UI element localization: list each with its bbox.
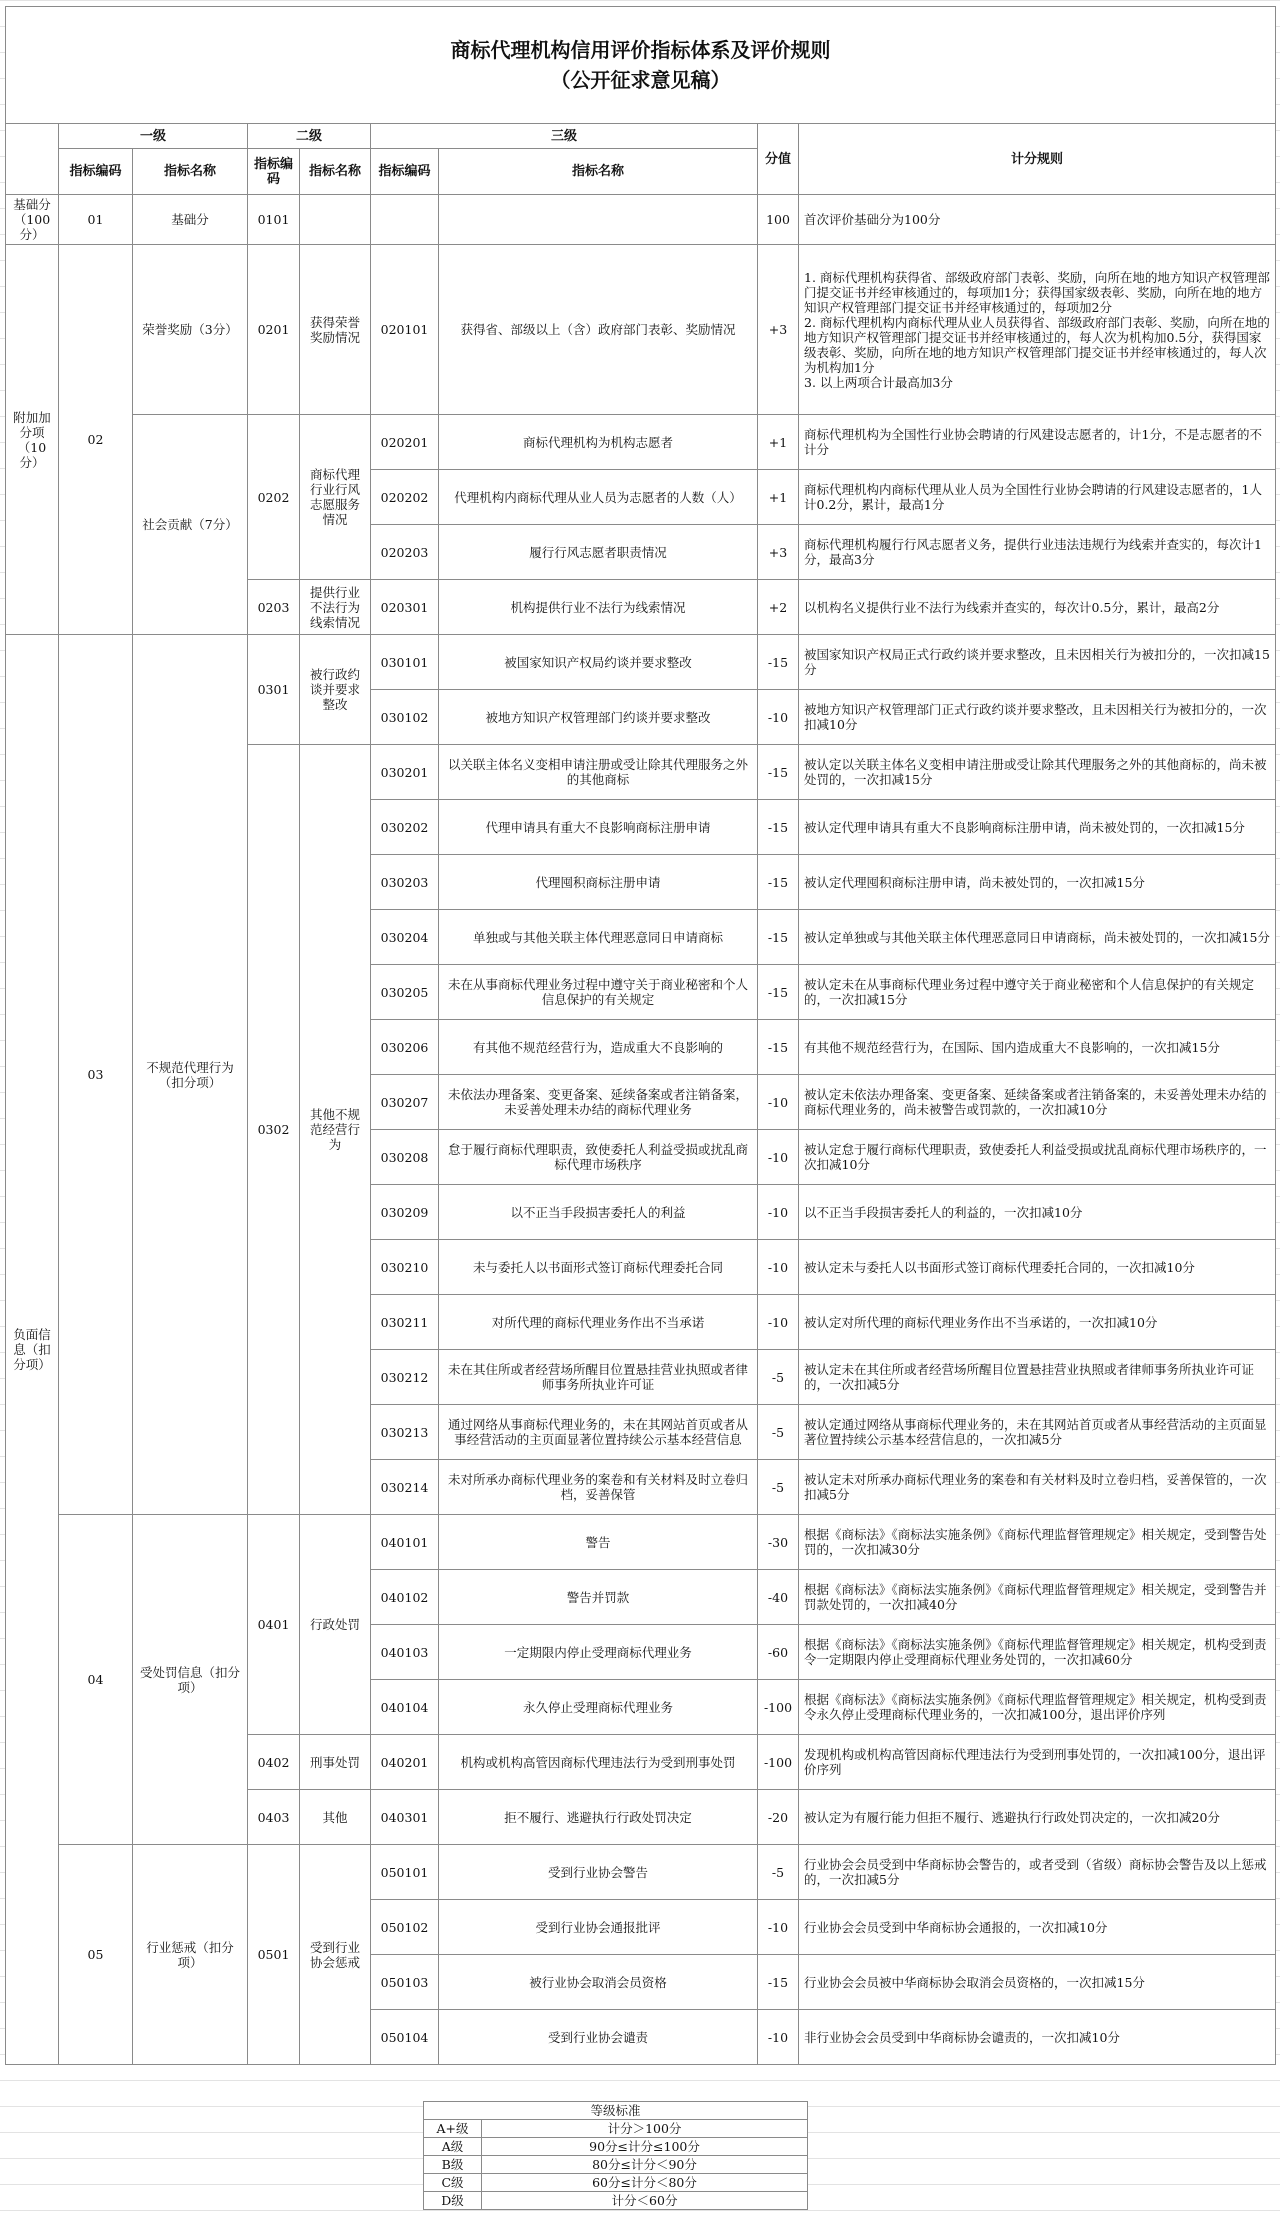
rule-cell: 非行业协会会员受到中华商标协会谴责的，一次扣减10分 — [799, 2010, 1276, 2065]
rule-cell: 发现机构或机构高管因商标代理违法行为受到刑事处罚的，一次扣减100分，退出评价序列 — [799, 1735, 1276, 1790]
l3-code-cell: 020202 — [371, 470, 439, 525]
l2-name-cell: 获得荣誉奖励情况 — [300, 245, 371, 415]
l3-name-cell: 有其他不规范经营行为，造成重大不良影响的 — [439, 1020, 758, 1075]
rule-cell: 被认定单独或与其他关联主体代理恶意同日申请商标，尚未被处罚的，一次扣减15分 — [799, 910, 1276, 965]
score-cell: -15 — [758, 965, 799, 1020]
score-cell: -15 — [758, 800, 799, 855]
title-cell — [6, 7, 1276, 124]
header-l2-name: 指标名称 — [300, 149, 371, 195]
header-rule: 计分规则 — [799, 124, 1276, 195]
grade-level: A+级 — [424, 2120, 482, 2138]
rule-cell: 被认定代理囤积商标注册申请，尚未被处罚的，一次扣减15分 — [799, 855, 1276, 910]
l2-code-cell: 0202 — [248, 415, 300, 580]
score-cell: -100 — [758, 1735, 799, 1790]
table-row — [6, 1515, 1276, 1570]
score-cell: -10 — [758, 1295, 799, 1350]
score-cell: -10 — [758, 1900, 799, 1955]
grade-range: 60分≤计分＜80分 — [482, 2174, 808, 2192]
category-cell: 附加加分项（10分） — [6, 245, 59, 635]
score-cell: -10 — [758, 1130, 799, 1185]
l3-code-cell: 020201 — [371, 415, 439, 470]
rule-cell: 被认定未与委托人以书面形式签订商标代理委托合同的，一次扣减10分 — [799, 1240, 1276, 1295]
score-cell: +2 — [758, 580, 799, 635]
score-cell: -15 — [758, 1020, 799, 1075]
score-cell: 100 — [758, 195, 799, 245]
l3-name-cell: 未依法办理备案、变更备案、延续备案或者注销备案，未妥善处理未办结的商标代理业务 — [439, 1075, 758, 1130]
l3-name-cell: 机构提供行业不法行为线索情况 — [439, 580, 758, 635]
l1-name-cell: 不规范代理行为（扣分项） — [133, 635, 248, 1515]
l3-name-cell: 未与委托人以书面形式签订商标代理委托合同 — [439, 1240, 758, 1295]
l3-name-cell: 永久停止受理商标代理业务 — [439, 1680, 758, 1735]
l2-name-cell: 行政处罚 — [300, 1515, 371, 1735]
score-cell: +1 — [758, 470, 799, 525]
rule-cell: 行业协会会员受到中华商标协会通报的，一次扣减10分 — [799, 1900, 1276, 1955]
l3-name-cell: 被行业协会取消会员资格 — [439, 1955, 758, 2010]
l3-name-cell: 单独或与其他关联主体代理恶意同日申请商标 — [439, 910, 758, 965]
score-cell: +1 — [758, 415, 799, 470]
grade-range: 计分＜60分 — [482, 2192, 808, 2210]
l3-name-cell: 受到行业协会警告 — [439, 1845, 758, 1900]
l2-name-cell: 商标代理行业行风志愿服务情况 — [300, 415, 371, 580]
l2-code-cell: 0101 — [248, 195, 300, 245]
l3-name-cell: 未在从事商标代理业务过程中遵守关于商业秘密和个人信息保护的有关规定 — [439, 965, 758, 1020]
l2-name-cell: 提供行业不法行为线索情况 — [300, 580, 371, 635]
l3-name-cell: 对所代理的商标代理业务作出不当承诺 — [439, 1295, 758, 1350]
score-cell: -15 — [758, 745, 799, 800]
score-cell: -15 — [758, 1955, 799, 2010]
score-cell: -15 — [758, 635, 799, 690]
header-l3-code: 指标编码 — [371, 149, 439, 195]
header-score: 分值 — [758, 124, 799, 195]
grade-level: B级 — [424, 2156, 482, 2174]
score-cell: -10 — [758, 2010, 799, 2065]
l3-code-cell: 050102 — [371, 1900, 439, 1955]
table-row — [6, 245, 1276, 415]
l2-name-cell — [300, 195, 371, 245]
header-l1-name: 指标名称 — [133, 149, 248, 195]
l3-name-cell: 代理囤积商标注册申请 — [439, 855, 758, 910]
score-cell: -100 — [758, 1680, 799, 1735]
l2-code-cell: 0401 — [248, 1515, 300, 1735]
l2-code-cell: 0203 — [248, 580, 300, 635]
rule-cell: 以不正当手段损害委托人的利益的，一次扣减10分 — [799, 1185, 1276, 1240]
l3-code-cell: 030210 — [371, 1240, 439, 1295]
rule-cell: 被认定为有履行能力但拒不履行、逃避执行行政处罚决定的，一次扣减20分 — [799, 1790, 1276, 1845]
l2-code-cell: 0402 — [248, 1735, 300, 1790]
grade-level: C级 — [424, 2174, 482, 2192]
l1-name-cell: 基础分 — [133, 195, 248, 245]
grade-title: 等级标准 — [424, 2102, 808, 2120]
grade-level: D级 — [424, 2192, 482, 2210]
l3-code-cell: 030201 — [371, 745, 439, 800]
l3-name-cell: 被地方知识产权管理部门约谈并要求整改 — [439, 690, 758, 745]
l3-code-cell: 030205 — [371, 965, 439, 1020]
l3-name-cell: 以不正当手段损害委托人的利益 — [439, 1185, 758, 1240]
rule-cell: 被认定通过网络从事商标代理业务的，未在其网站首页或者从事经营活动的主页面显著位置持续公示基本经营信息的，一次扣减5分 — [799, 1405, 1276, 1460]
l1-code-cell: 04 — [59, 1515, 133, 1845]
rule-cell: 被认定怠于履行商标代理职责，致使委托人利益受损或扰乱商标代理市场秩序的，一次扣减10分 — [799, 1130, 1276, 1185]
rule-cell: 商标代理机构为全国性行业协会聘请的行风建设志愿者的，计1分，不是志愿者的不计分 — [799, 415, 1276, 470]
l1-name-cell: 荣誉奖励（3分） — [133, 245, 248, 415]
score-cell: -20 — [758, 1790, 799, 1845]
l3-code-cell: 040104 — [371, 1680, 439, 1735]
l1-code-cell: 01 — [59, 195, 133, 245]
l3-code-cell: 030102 — [371, 690, 439, 745]
l2-code-cell: 0302 — [248, 745, 300, 1515]
score-cell: -10 — [758, 1240, 799, 1295]
grade-row — [424, 2156, 808, 2174]
l1-name-cell: 行业惩戒（扣分项） — [133, 1845, 248, 2065]
table-row — [6, 1845, 1276, 1900]
grade-range: 计分＞100分 — [482, 2120, 808, 2138]
l2-code-cell: 0403 — [248, 1790, 300, 1845]
rule-cell: 行业协会会员受到中华商标协会警告的，或者受到（省级）商标协会警告及以上惩戒的，一次扣减5分 — [799, 1845, 1276, 1900]
l1-name-cell: 社会贡献（7分） — [133, 415, 248, 635]
table-row — [6, 415, 1276, 470]
l3-name-cell — [439, 195, 758, 245]
l3-code-cell: 040201 — [371, 1735, 439, 1790]
rule-cell: 被认定未在其住所或者经营场所醒目位置悬挂营业执照或者律师事务所执业许可证的，一次扣减5分 — [799, 1350, 1276, 1405]
l3-code-cell: 030203 — [371, 855, 439, 910]
score-cell: +3 — [758, 525, 799, 580]
l3-code-cell: 050101 — [371, 1845, 439, 1900]
l2-name-cell: 其他 — [300, 1790, 371, 1845]
l3-name-cell: 一定期限内停止受理商标代理业务 — [439, 1625, 758, 1680]
l3-code-cell: 040102 — [371, 1570, 439, 1625]
l3-code-cell: 030202 — [371, 800, 439, 855]
l3-name-cell: 履行行风志愿者职责情况 — [439, 525, 758, 580]
rule-cell: 以机构名义提供行业不法行为线索并查实的，每次计0.5分，累计，最高2分 — [799, 580, 1276, 635]
rule-cell: 商标代理机构履行行风志愿者义务，提供行业违法违规行为线索并查实的，每次计1分，最高3分 — [799, 525, 1276, 580]
l3-code-cell: 040101 — [371, 1515, 439, 1570]
score-cell: -5 — [758, 1350, 799, 1405]
l3-name-cell: 受到行业协会谴责 — [439, 2010, 758, 2065]
table-row — [6, 635, 1276, 690]
page-title: 商标代理机构信用评价指标体系及评价规则 — [450, 38, 831, 62]
table-row — [6, 195, 1276, 245]
l3-name-cell: 被国家知识产权局约谈并要求整改 — [439, 635, 758, 690]
rule-cell: 根据《商标法》《商标法实施条例》《商标代理监督管理规定》相关规定，机构受到责令一定期限内停止受理商标代理业务处罚的，一次扣减60分 — [799, 1625, 1276, 1680]
rule-cell: 根据《商标法》《商标法实施条例》《商标代理监督管理规定》相关规定，受到警告并罚款处罚的，一次扣减40分 — [799, 1570, 1276, 1625]
l3-name-cell: 机构或机构高管因商标代理违法行为受到刑事处罚 — [439, 1735, 758, 1790]
l1-code-cell: 03 — [59, 635, 133, 1515]
l3-code-cell: 030208 — [371, 1130, 439, 1185]
l3-name-cell: 警告并罚款 — [439, 1570, 758, 1625]
rule-cell: 有其他不规范经营行为，在国际、国内造成重大不良影响的，一次扣减15分 — [799, 1020, 1276, 1075]
rule-cell: 被认定未对所承办商标代理业务的案卷和有关材料及时立卷归档，妥善保管的，一次扣减5分 — [799, 1460, 1276, 1515]
rule-cell: 商标代理机构内商标代理从业人员为全国性行业协会聘请的行风建设志愿者的，1人计0.2分，累计，最高1分 — [799, 470, 1276, 525]
grade-range: 80分≤计分＜90分 — [482, 2156, 808, 2174]
rule-cell: 被地方知识产权管理部门正式行政约谈并要求整改，且未因相关行为被扣分的，一次扣减10分 — [799, 690, 1276, 745]
rule-cell: 被认定对所代理的商标代理业务作出不当承诺的，一次扣减10分 — [799, 1295, 1276, 1350]
header-level2: 二级 — [248, 124, 371, 149]
l3-code-cell: 020203 — [371, 525, 439, 580]
score-cell: -10 — [758, 690, 799, 745]
l3-code-cell: 030209 — [371, 1185, 439, 1240]
l3-code-cell: 050103 — [371, 1955, 439, 2010]
header-l1-code: 指标编码 — [59, 149, 133, 195]
score-cell: -60 — [758, 1625, 799, 1680]
l3-code-cell: 030204 — [371, 910, 439, 965]
header-level3: 三级 — [371, 124, 758, 149]
rule-cell: 1. 商标代理机构获得省、部级政府部门表彰、奖励，向所在地的地方知识产权管理部门提交证书并经审核通过的，每项加1分；获得国家级表彰、奖励，向所在地的地方知识产权管理部门提交证书并经审核通过的，每项加2分 2. 商标代理机构内商标代理从业人员获得省、部级政府部门表彰、奖励，向所在地的地方知识产权管理部门提交证书并经审核通过的，每人次为机构加0.5分，获得国家级表彰、奖励，向所在地的地方知识产权管理部门提交证书并经审核通过的，每人次为机构加1分 3. 以上两项合计最高加3分 — [799, 245, 1276, 415]
header-level1: 一级 — [59, 124, 248, 149]
l3-name-cell: 通过网络从事商标代理业务的，未在其网站首页或者从事经营活动的主页面显著位置持续公示基本经营信息 — [439, 1405, 758, 1460]
grade-range: 90分≤计分≤100分 — [482, 2138, 808, 2156]
l2-name-cell: 刑事处罚 — [300, 1735, 371, 1790]
l1-name-cell: 受处罚信息（扣分项） — [133, 1515, 248, 1845]
l3-name-cell: 以关联主体名义变相申请注册或受让除其代理服务之外的其他商标 — [439, 745, 758, 800]
l3-code-cell: 030206 — [371, 1020, 439, 1075]
l3-code-cell: 030214 — [371, 1460, 439, 1515]
l1-code-cell: 02 — [59, 245, 133, 635]
l3-name-cell: 商标代理机构为机构志愿者 — [439, 415, 758, 470]
score-cell: -10 — [758, 1185, 799, 1240]
l3-code-cell: 030207 — [371, 1075, 439, 1130]
rule-cell: 根据《商标法》《商标法实施条例》《商标代理监督管理规定》相关规定，受到警告处罚的，一次扣减30分 — [799, 1515, 1276, 1570]
l3-code-cell: 030211 — [371, 1295, 439, 1350]
l3-code-cell: 030101 — [371, 635, 439, 690]
l2-name-cell: 其他不规范经营行为 — [300, 745, 371, 1515]
l2-name-cell: 受到行业协会惩戒 — [300, 1845, 371, 2065]
grade-level: A级 — [424, 2138, 482, 2156]
grade-row — [424, 2192, 808, 2210]
rule-cell: 被认定以关联主体名义变相申请注册或受让除其代理服务之外的其他商标的，尚未被处罚的，一次扣减15分 — [799, 745, 1276, 800]
l3-code-cell: 020301 — [371, 580, 439, 635]
l3-code-cell: 050104 — [371, 2010, 439, 2065]
score-cell: -5 — [758, 1460, 799, 1515]
l2-code-cell: 0301 — [248, 635, 300, 745]
l3-name-cell: 拒不履行、逃避执行行政处罚决定 — [439, 1790, 758, 1845]
rule-cell: 被国家知识产权局正式行政约谈并要求整改，且未因相关行为被扣分的，一次扣减15分 — [799, 635, 1276, 690]
l2-name-cell: 被行政约谈并要求整改 — [300, 635, 371, 745]
l2-code-cell: 0501 — [248, 1845, 300, 2065]
l3-name-cell: 怠于履行商标代理职责，致使委托人利益受损或扰乱商标代理市场秩序 — [439, 1130, 758, 1185]
rule-cell: 根据《商标法》《商标法实施条例》《商标代理监督管理规定》相关规定，机构受到责令永久停止受理商标代理业务的，一次扣减100分，退出评价序列 — [799, 1680, 1276, 1735]
rule-cell: 被认定未在从事商标代理业务过程中遵守关于商业秘密和个人信息保护的有关规定的，一次扣减15分 — [799, 965, 1276, 1020]
l3-code-cell: 040103 — [371, 1625, 439, 1680]
score-cell: -30 — [758, 1515, 799, 1570]
l3-code-cell: 020101 — [371, 245, 439, 415]
l3-name-cell: 未对所承办商标代理业务的案卷和有关材料及时立卷归档，妥善保管 — [439, 1460, 758, 1515]
rule-cell: 首次评价基础分为100分 — [799, 195, 1276, 245]
l3-name-cell: 代理机构内商标代理从业人员为志愿者的人数（人） — [439, 470, 758, 525]
l2-code-cell: 0201 — [248, 245, 300, 415]
score-cell: -15 — [758, 910, 799, 965]
l3-code-cell: 040301 — [371, 1790, 439, 1845]
grade-row — [424, 2174, 808, 2192]
grade-row — [424, 2120, 808, 2138]
l3-name-cell: 受到行业协会通报批评 — [439, 1900, 758, 1955]
score-cell: -10 — [758, 1075, 799, 1130]
page-subtitle: （公开征求意见稿） — [550, 68, 731, 92]
l3-name-cell: 警告 — [439, 1515, 758, 1570]
l1-code-cell: 05 — [59, 1845, 133, 2065]
l3-code-cell — [371, 195, 439, 245]
header-l2-code: 指标编码 — [248, 149, 300, 195]
rule-cell: 被认定未依法办理备案、变更备案、延续备案或者注销备案的，未妥善处理未办结的商标代理业务的，尚未被警告或罚款的，一次扣减10分 — [799, 1075, 1276, 1130]
l3-code-cell: 030213 — [371, 1405, 439, 1460]
category-cell: 负面信息（扣分项） — [6, 635, 59, 2065]
l3-name-cell: 未在其住所或者经营场所醒目位置悬挂营业执照或者律师事务所执业许可证 — [439, 1350, 758, 1405]
evaluation-table — [5, 6, 1276, 2065]
score-cell: -5 — [758, 1845, 799, 1900]
header-l3-name: 指标名称 — [439, 149, 758, 195]
score-cell: -15 — [758, 855, 799, 910]
grade-row — [424, 2138, 808, 2156]
rule-cell: 行业协会会员被中华商标协会取消会员资格的，一次扣减15分 — [799, 1955, 1276, 2010]
l3-code-cell: 030212 — [371, 1350, 439, 1405]
score-cell: -40 — [758, 1570, 799, 1625]
l3-name-cell: 获得省、部级以上（含）政府部门表彰、奖励情况 — [439, 245, 758, 415]
score-cell: +3 — [758, 245, 799, 415]
category-cell: 基础分（100分） — [6, 195, 59, 245]
rule-cell: 被认定代理申请具有重大不良影响商标注册申请，尚未被处罚的，一次扣减15分 — [799, 800, 1276, 855]
score-cell: -5 — [758, 1405, 799, 1460]
header-category-blank — [6, 124, 59, 195]
grade-standard-table — [423, 2101, 808, 2210]
l3-name-cell: 代理申请具有重大不良影响商标注册申请 — [439, 800, 758, 855]
